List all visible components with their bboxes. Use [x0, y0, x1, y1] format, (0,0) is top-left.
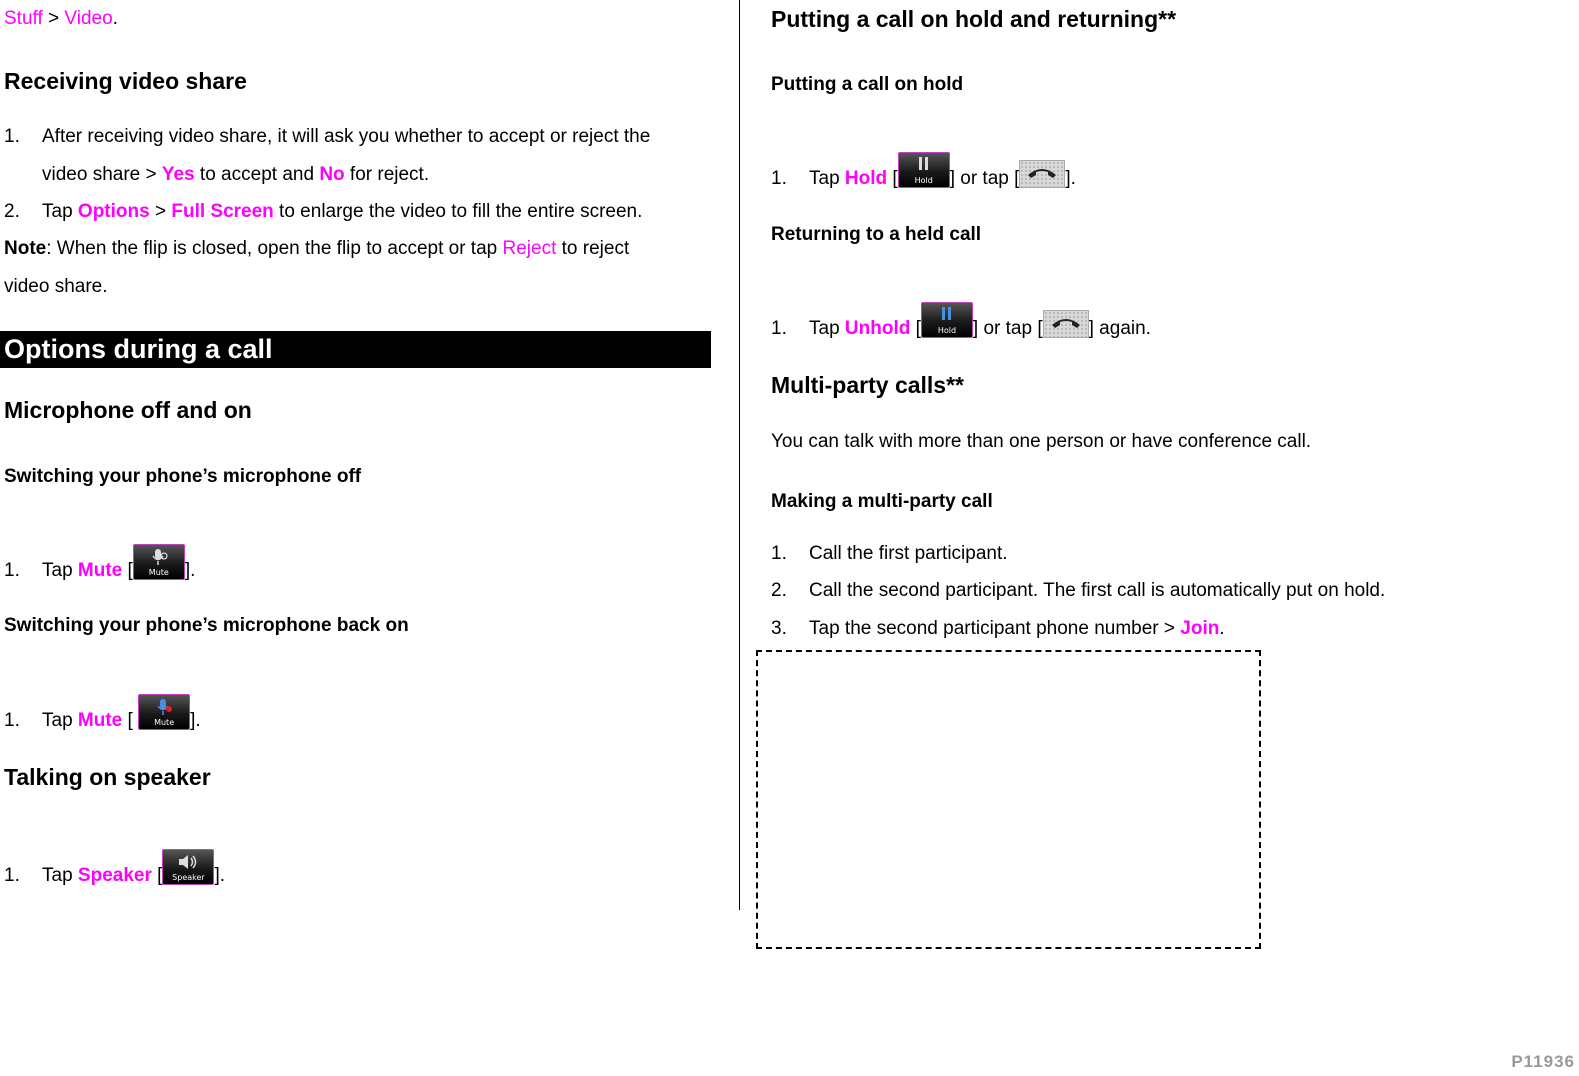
step-number: 1. — [4, 865, 20, 886]
step-text: Tap — [809, 318, 845, 339]
multiparty-step-3 — [771, 618, 1225, 640]
step-number: 1. — [4, 560, 20, 581]
step-number: 1. — [771, 318, 787, 339]
step-number: 2. — [4, 201, 20, 222]
mic-off-title: Switching your phone’s microphone off — [4, 466, 362, 487]
note-text: to reject — [556, 238, 630, 259]
step-text: [ — [151, 865, 163, 886]
hold-label: Hold — [844, 168, 888, 189]
step-text: ]. — [1065, 168, 1076, 189]
microphone-title: Microphone off and on — [4, 397, 252, 423]
hold-title: Putting a call on hold and returning** — [771, 6, 1177, 32]
step-text: Call the second participant. The first call is automatically put on hold. — [809, 580, 1386, 601]
receiving-note — [4, 238, 710, 260]
step-text: ]. — [190, 710, 201, 731]
breadcrumb — [4, 8, 118, 30]
step-text: ]. — [184, 560, 196, 581]
icon-caption: Mute — [154, 718, 175, 727]
step-text: [ — [910, 318, 921, 339]
yes-option: Yes — [161, 164, 195, 185]
receiving-step-2 — [4, 201, 642, 223]
speaker-step — [4, 849, 225, 887]
step-text: to accept and — [194, 164, 320, 185]
mute-label: Mute — [77, 560, 123, 581]
hold-return-title: Returning to a held call — [771, 224, 982, 245]
note-text: : When the flip is closed, open the flip to accept or tap — [46, 238, 503, 259]
icon-caption: Speaker — [172, 873, 205, 882]
step-text: to enlarge the video to fill the entire screen. — [273, 201, 643, 222]
step-number: 1. — [771, 543, 787, 564]
speaker-label: Speaker — [77, 865, 152, 886]
no-option: No — [319, 164, 345, 185]
note-label: Note — [4, 238, 47, 259]
speaker-icon — [162, 849, 214, 885]
phone-handset-icon — [1019, 160, 1065, 188]
step-text: [ — [122, 560, 133, 581]
hold-put-step — [771, 152, 1076, 190]
mute-off-icon — [133, 544, 185, 580]
step-text: [ — [887, 168, 898, 189]
multiparty-intro: You can talk with more than one person or have conference call. — [771, 431, 1312, 452]
step-text: [ — [122, 710, 139, 731]
step-number: 3. — [771, 618, 787, 639]
step-text: ] again. — [1088, 318, 1151, 339]
step-text: . — [1219, 618, 1225, 639]
multiparty-step-2 — [771, 580, 1385, 602]
column-divider — [739, 0, 740, 910]
mute-label: Mute — [77, 710, 123, 731]
breadcrumb-end: . — [112, 8, 118, 29]
step-number: 2. — [771, 580, 787, 601]
step-number: 1. — [4, 126, 20, 147]
receiving-step-1-cont — [42, 164, 429, 186]
receiving-note-cont: video share. — [4, 276, 108, 297]
page-code: P11936 — [1511, 1052, 1575, 1071]
step-text: Tap — [809, 168, 845, 189]
mute-on-icon — [138, 694, 190, 730]
unhold-label: Unhold — [844, 318, 911, 339]
image-placeholder-box — [756, 650, 1261, 949]
hold-icon — [898, 152, 950, 188]
receiving-title: Receiving video share — [4, 68, 247, 94]
step-number: 1. — [4, 710, 20, 731]
hold-return-step — [771, 302, 1151, 340]
step-text: ] or tap [ — [949, 168, 1020, 189]
step-text: Tap — [42, 865, 78, 886]
icon-caption: Hold — [914, 176, 933, 185]
breadcrumb-separator: > — [42, 8, 65, 29]
step-text: Tap — [42, 201, 78, 222]
step-text: Call the first participant. — [809, 543, 1008, 564]
speaker-title: Talking on speaker — [4, 764, 211, 790]
reject-option: Reject — [502, 238, 557, 259]
join-label: Join — [1180, 618, 1220, 639]
step-text: Tap — [42, 710, 78, 731]
full-screen-option: Full Screen — [171, 201, 274, 222]
section-banner: Options during a call — [0, 331, 711, 368]
icon-caption: Mute — [148, 568, 169, 577]
options-menu: Options — [77, 201, 150, 222]
multiparty-step-1 — [771, 543, 1008, 565]
step-text: ]. — [214, 865, 225, 886]
mic-on-step — [4, 694, 201, 732]
unhold-icon — [921, 302, 973, 338]
step-text: video share > — [42, 164, 162, 185]
multiparty-title: Multi-party calls** — [771, 372, 964, 398]
step-text: Tap the second participant phone number > — [809, 618, 1181, 639]
breadcrumb-video[interactable]: Video — [64, 8, 113, 29]
multiparty-make-title: Making a multi-party call — [771, 491, 993, 512]
step-number: 1. — [771, 168, 787, 189]
icon-caption: Hold — [937, 326, 957, 335]
hold-put-title: Putting a call on hold — [771, 74, 964, 95]
breadcrumb-stuff[interactable]: Stuff — [4, 8, 43, 29]
step-text: for reject. — [344, 164, 430, 185]
step-text: After receiving video share, it will ask you whether to accept or reject the — [42, 126, 651, 147]
mic-on-title: Switching your phone’s microphone back on — [4, 615, 409, 636]
phone-handset-icon — [1043, 310, 1089, 338]
step-text: Tap — [42, 560, 78, 581]
step-text: > — [149, 201, 172, 222]
mic-off-step — [4, 544, 195, 582]
receiving-step-1 — [4, 126, 650, 148]
step-text: ] or tap [ — [972, 318, 1043, 339]
